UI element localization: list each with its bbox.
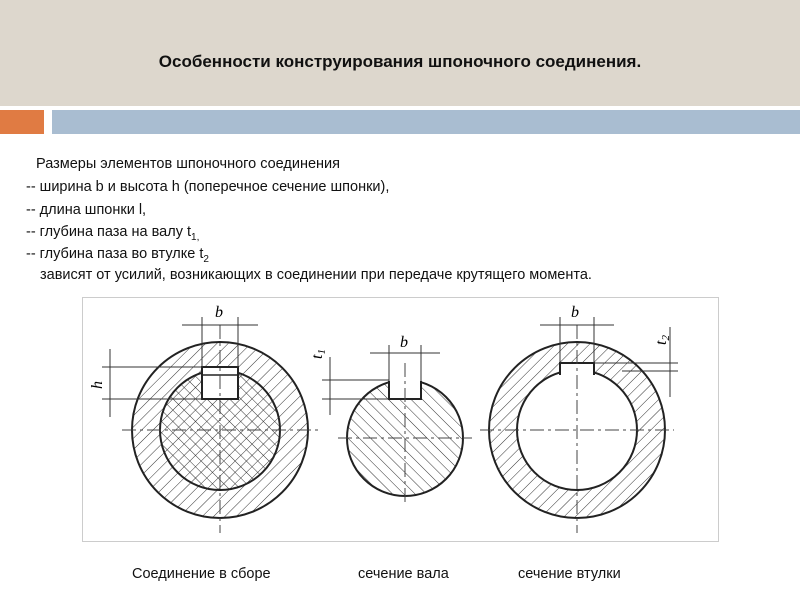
text-line-width-height: -- ширина b и высота h (поперечное сечение шпонки), xyxy=(26,179,390,195)
label-t2: t2 xyxy=(653,335,672,345)
text-line-shaft-depth: -- глубина паза на валу $t_{1,}$ xyxy=(26,224,200,243)
label-b-assembly: b xyxy=(215,304,223,321)
slide-title: Особенности конструирования шпоночного соединения. xyxy=(158,52,642,71)
label-h: h xyxy=(89,381,106,389)
label-t1: t1 xyxy=(309,349,328,359)
accent-bar xyxy=(0,110,44,134)
blue-bar xyxy=(52,110,800,134)
text-line-length: -- длина шпонки l, xyxy=(26,202,147,218)
label-b-shaft: b xyxy=(400,334,408,351)
divider-gap xyxy=(44,110,52,134)
text-line-intro: Размеры элементов шпоночного соединения xyxy=(36,156,341,172)
text-line-hub-depth: -- глубина паза во втулке $t_2$ xyxy=(26,246,209,265)
label-b-hub: b xyxy=(571,304,579,321)
key-joint-drawing xyxy=(82,297,719,542)
text-line-conclusion: зависят от усилий, возникающих в соединении при передаче крутящего момента. xyxy=(40,267,592,283)
caption-assembly: Соединение в сборе xyxy=(132,566,271,582)
caption-shaft-section: сечение вала xyxy=(358,566,449,582)
caption-hub-section: сечение втулки xyxy=(518,566,621,582)
